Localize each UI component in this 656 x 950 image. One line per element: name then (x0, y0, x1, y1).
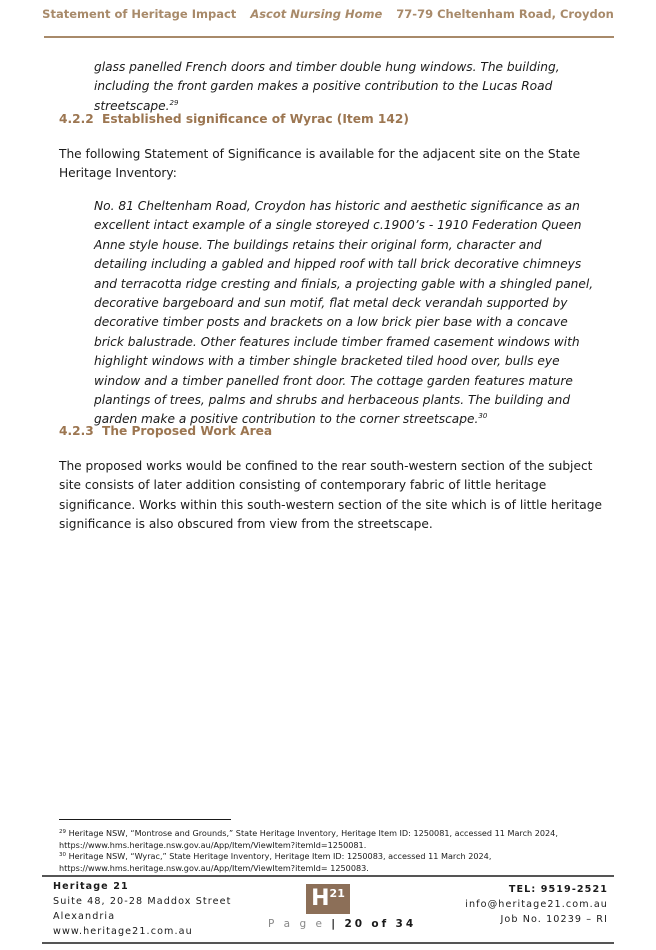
intro-paragraph (94, 58, 594, 116)
page-current: 20 (344, 918, 366, 930)
page-of: of (371, 918, 390, 930)
footer-contact-block (465, 882, 608, 927)
footer-address-line2: Alexandria (53, 911, 116, 922)
footnote-30 (59, 851, 619, 874)
page-number (268, 918, 416, 930)
footer-job-number: Job No. 10239 – RI (500, 914, 608, 925)
footer-bottom-rule (42, 942, 614, 944)
footer-top-rule (42, 875, 614, 877)
header-rule (44, 36, 614, 38)
footnote-link[interactable]: https://www.hms.heritage.nsw.gov.au/App/Item/ViewItem?itemId= 1250083. (59, 862, 369, 873)
footnote-ref-30[interactable]: 30 (478, 412, 488, 421)
quote-text: No. 81 Cheltenham Road, Croydon has historic and aesthetic significance as an excellent intact example of a single storeyed c.1900’s - 1910 Federation Queen Anne style house. The buildings retains their original form, character and detailing including a gabled and hipped roof with tall brick decorative chimneys and terracotta ridge cresting and finials, a projecting gable with a shingled panel, decorative bargeboard and sun motif, flat metal deck verandah supported by decorative timber posts and brackets on a low brick pier base with a concave brick balustrade. Other features include timber framed casement windows with highlight windows with a timber shingle bracketed tiled hood over, bulls eye window and a timber panelled front door. The cottage garden features mature plantings of trees, palms and shrubs and herbaceous plants. The building and garden make a positive contribution to the corner streetscape. (94, 199, 594, 427)
footnote-text: Heritage NSW, “Wyrac,” State Heritage Inventory, Heritage Item ID: 1250083, accessed 11 March 2024, (68, 851, 492, 861)
footnote-number: 30 (59, 852, 66, 858)
section-4-2-3-paragraph: The proposed works would be confined to the rear south-western section of the subject site consists of later addition consisting of contemporary fabric of little heritage significance. Works within this south-western section of the site which is of little heritage significance is also obscured from view from the streetscape. (59, 459, 603, 532)
page-label: P a g e (268, 918, 325, 930)
page-header (0, 7, 656, 21)
footer-email[interactable]: info@heritage21.com.au (465, 899, 608, 910)
footer-website[interactable]: www.heritage21.com.au (53, 926, 193, 937)
page-total: 34 (395, 918, 417, 930)
section-title: Established significance of Wyrac (Item 142) (102, 112, 409, 126)
footnote-29 (59, 828, 619, 851)
section-number: 4.2.3 (59, 424, 94, 438)
footnote-text: Heritage NSW, “Montrose and Grounds,” State Heritage Inventory, Heritage Item ID: 1250081, accessed 11 March 2024, (68, 828, 558, 838)
logo-number: 21 (329, 887, 345, 900)
statement-of-significance-quote (94, 197, 594, 430)
section-heading-4-2-2 (59, 112, 409, 126)
footer-company: Heritage 21 (53, 881, 129, 892)
header-site-address: 77-79 Cheltenham Road, Croydon (396, 7, 614, 21)
footnote-link[interactable]: https://www.hms.heritage.nsw.gov.au/App/Item/ViewItem?itemId=1250081. (59, 839, 367, 850)
logo-letter: H (311, 886, 330, 911)
footer-tel: TEL: 9519-2521 (508, 884, 608, 895)
footnotes (59, 828, 619, 874)
header-document-title: Statement of Heritage Impact (42, 7, 237, 21)
footer-company-block (53, 879, 231, 939)
section-4-2-2-lead: The following Statement of Significance is available for the adjacent site on the State Heritage Inventory: (59, 147, 581, 181)
section-heading-4-2-3 (59, 424, 272, 438)
footnote-number: 29 (59, 829, 66, 835)
intro-text: glass panelled French doors and timber double hung windows. The building, including the front garden makes a positive contribution to the Lucas Road streetscape. (94, 60, 560, 113)
footnote-ref-29[interactable]: 29 (169, 98, 179, 107)
header-site-name: Ascot Nursing Home (250, 7, 383, 21)
footnote-rule (59, 819, 231, 820)
heritage21-logo (306, 884, 350, 914)
page-separator: | (331, 918, 339, 930)
section-title: The Proposed Work Area (102, 424, 273, 438)
footer-address-line1: Suite 48, 20-28 Maddox Street (53, 896, 232, 907)
section-number: 4.2.2 (59, 112, 94, 126)
